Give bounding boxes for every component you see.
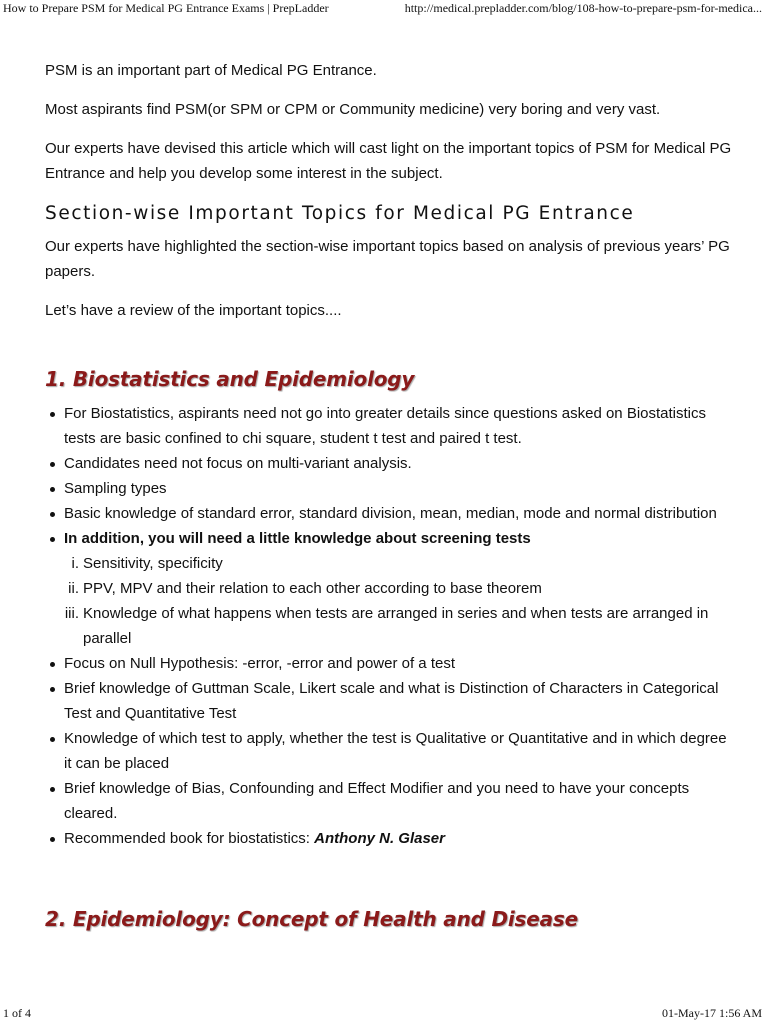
sub-list-item [45, 551, 735, 576]
sub-list-text: Sensitivity, specificity [83, 555, 223, 572]
sub-list-item [45, 576, 735, 601]
print-footer [0, 1006, 768, 1024]
print-header [0, 0, 768, 18]
screening-tests-sublist [45, 551, 735, 651]
list-item [45, 726, 735, 776]
bullet-icon [50, 462, 55, 467]
list-item-text: Candidates need not focus on multi-variant analysis. [64, 455, 412, 472]
list-item-text: For Biostatistics, aspirants need not go into greater details since questions asked on Biostatistics tests are basic confined to chi square, student t test and paired t test. [64, 405, 707, 447]
page-number: 1 of 4 [3, 1006, 31, 1020]
list-item [45, 526, 735, 651]
sub-list-number: ii. [68, 580, 79, 597]
bullet-icon [50, 787, 55, 792]
bullet-icon [50, 537, 55, 542]
bullet-icon [50, 412, 55, 417]
sub-list-number: iii. [64, 605, 79, 622]
bullet-icon [50, 662, 55, 667]
page-url[interactable]: http://medical.prepladder.com/blog/108-how-to-prepare-psm-for-medica... [404, 1, 762, 15]
biostatistics-list [45, 401, 735, 851]
bullet-icon [50, 837, 55, 842]
list-item-text: Brief knowledge of Bias, Confounding and Effect Modifier and you need to have your concepts cleared. [64, 780, 690, 822]
list-item-text: Basic knowledge of standard error, standard division, mean, median, mode and normal distribution [64, 505, 717, 522]
bullet-icon [50, 737, 55, 742]
list-item-text: Focus on Null Hypothesis: -error, -error and power of a test [64, 655, 455, 672]
list-item [45, 501, 735, 526]
section-paragraph: Our experts have highlighted the section-wise important topics based on analysis of previous years’ PG papers. [45, 238, 730, 280]
list-item [45, 401, 735, 451]
bullet-icon [50, 487, 55, 492]
sub-list-text: Knowledge of what happens when tests are arranged in series and when tests are arranged in parallel [83, 605, 709, 647]
bullet-icon [50, 687, 55, 692]
sub-list-item [45, 601, 735, 651]
topic-heading-biostatistics: 1. Biostatistics and Epidemiology [45, 367, 415, 391]
intro-paragraph: PSM is an important part of Medical PG Entrance. [45, 62, 377, 79]
list-item [45, 776, 735, 826]
list-item-text: In addition, you will need a little knowledge about screening tests [64, 530, 531, 547]
section-paragraph: Let’s have a review of the important topics.... [45, 302, 342, 319]
intro-paragraph: Our experts have devised this article which will cast light on the important topics of PSM for Medical PG Entrance and help you develop some interest in the subject. [45, 140, 732, 182]
list-item [45, 451, 735, 476]
section-heading: Section-wise Important Topics for Medical PG Entrance [45, 203, 635, 224]
book-name: Anthony N. Glaser [314, 830, 445, 847]
bullet-icon [50, 512, 55, 517]
list-item [45, 826, 735, 851]
list-item [45, 476, 735, 501]
sub-list-text: PPV, MPV and their relation to each other according to base theorem [83, 580, 542, 597]
list-item-text: Sampling types [64, 480, 167, 497]
list-item [45, 651, 735, 676]
intro-paragraph: Most aspirants find PSM(or SPM or CPM or Community medicine) very boring and very vast. [45, 101, 661, 118]
list-item-text: Recommended book for biostatistics: [64, 830, 315, 847]
sub-list-number: i. [71, 555, 79, 572]
topic-heading-epidemiology: 2. Epidemiology: Concept of Health and Disease [45, 907, 578, 931]
page-title: How to Prepare PSM for Medical PG Entrance Exams | PrepLadder [3, 1, 329, 15]
list-item-text: Knowledge of which test to apply, whether the test is Qualitative or Quantitative and in which degree it can be placed [64, 730, 727, 772]
print-datetime: 01-May-17 1:56 AM [662, 1006, 762, 1020]
list-item-text: Brief knowledge of Guttman Scale, Likert scale and what is Distinction of Characters in Categorical Test and Quantitative Test [64, 680, 719, 722]
list-item [45, 676, 735, 726]
article-body [45, 58, 735, 931]
